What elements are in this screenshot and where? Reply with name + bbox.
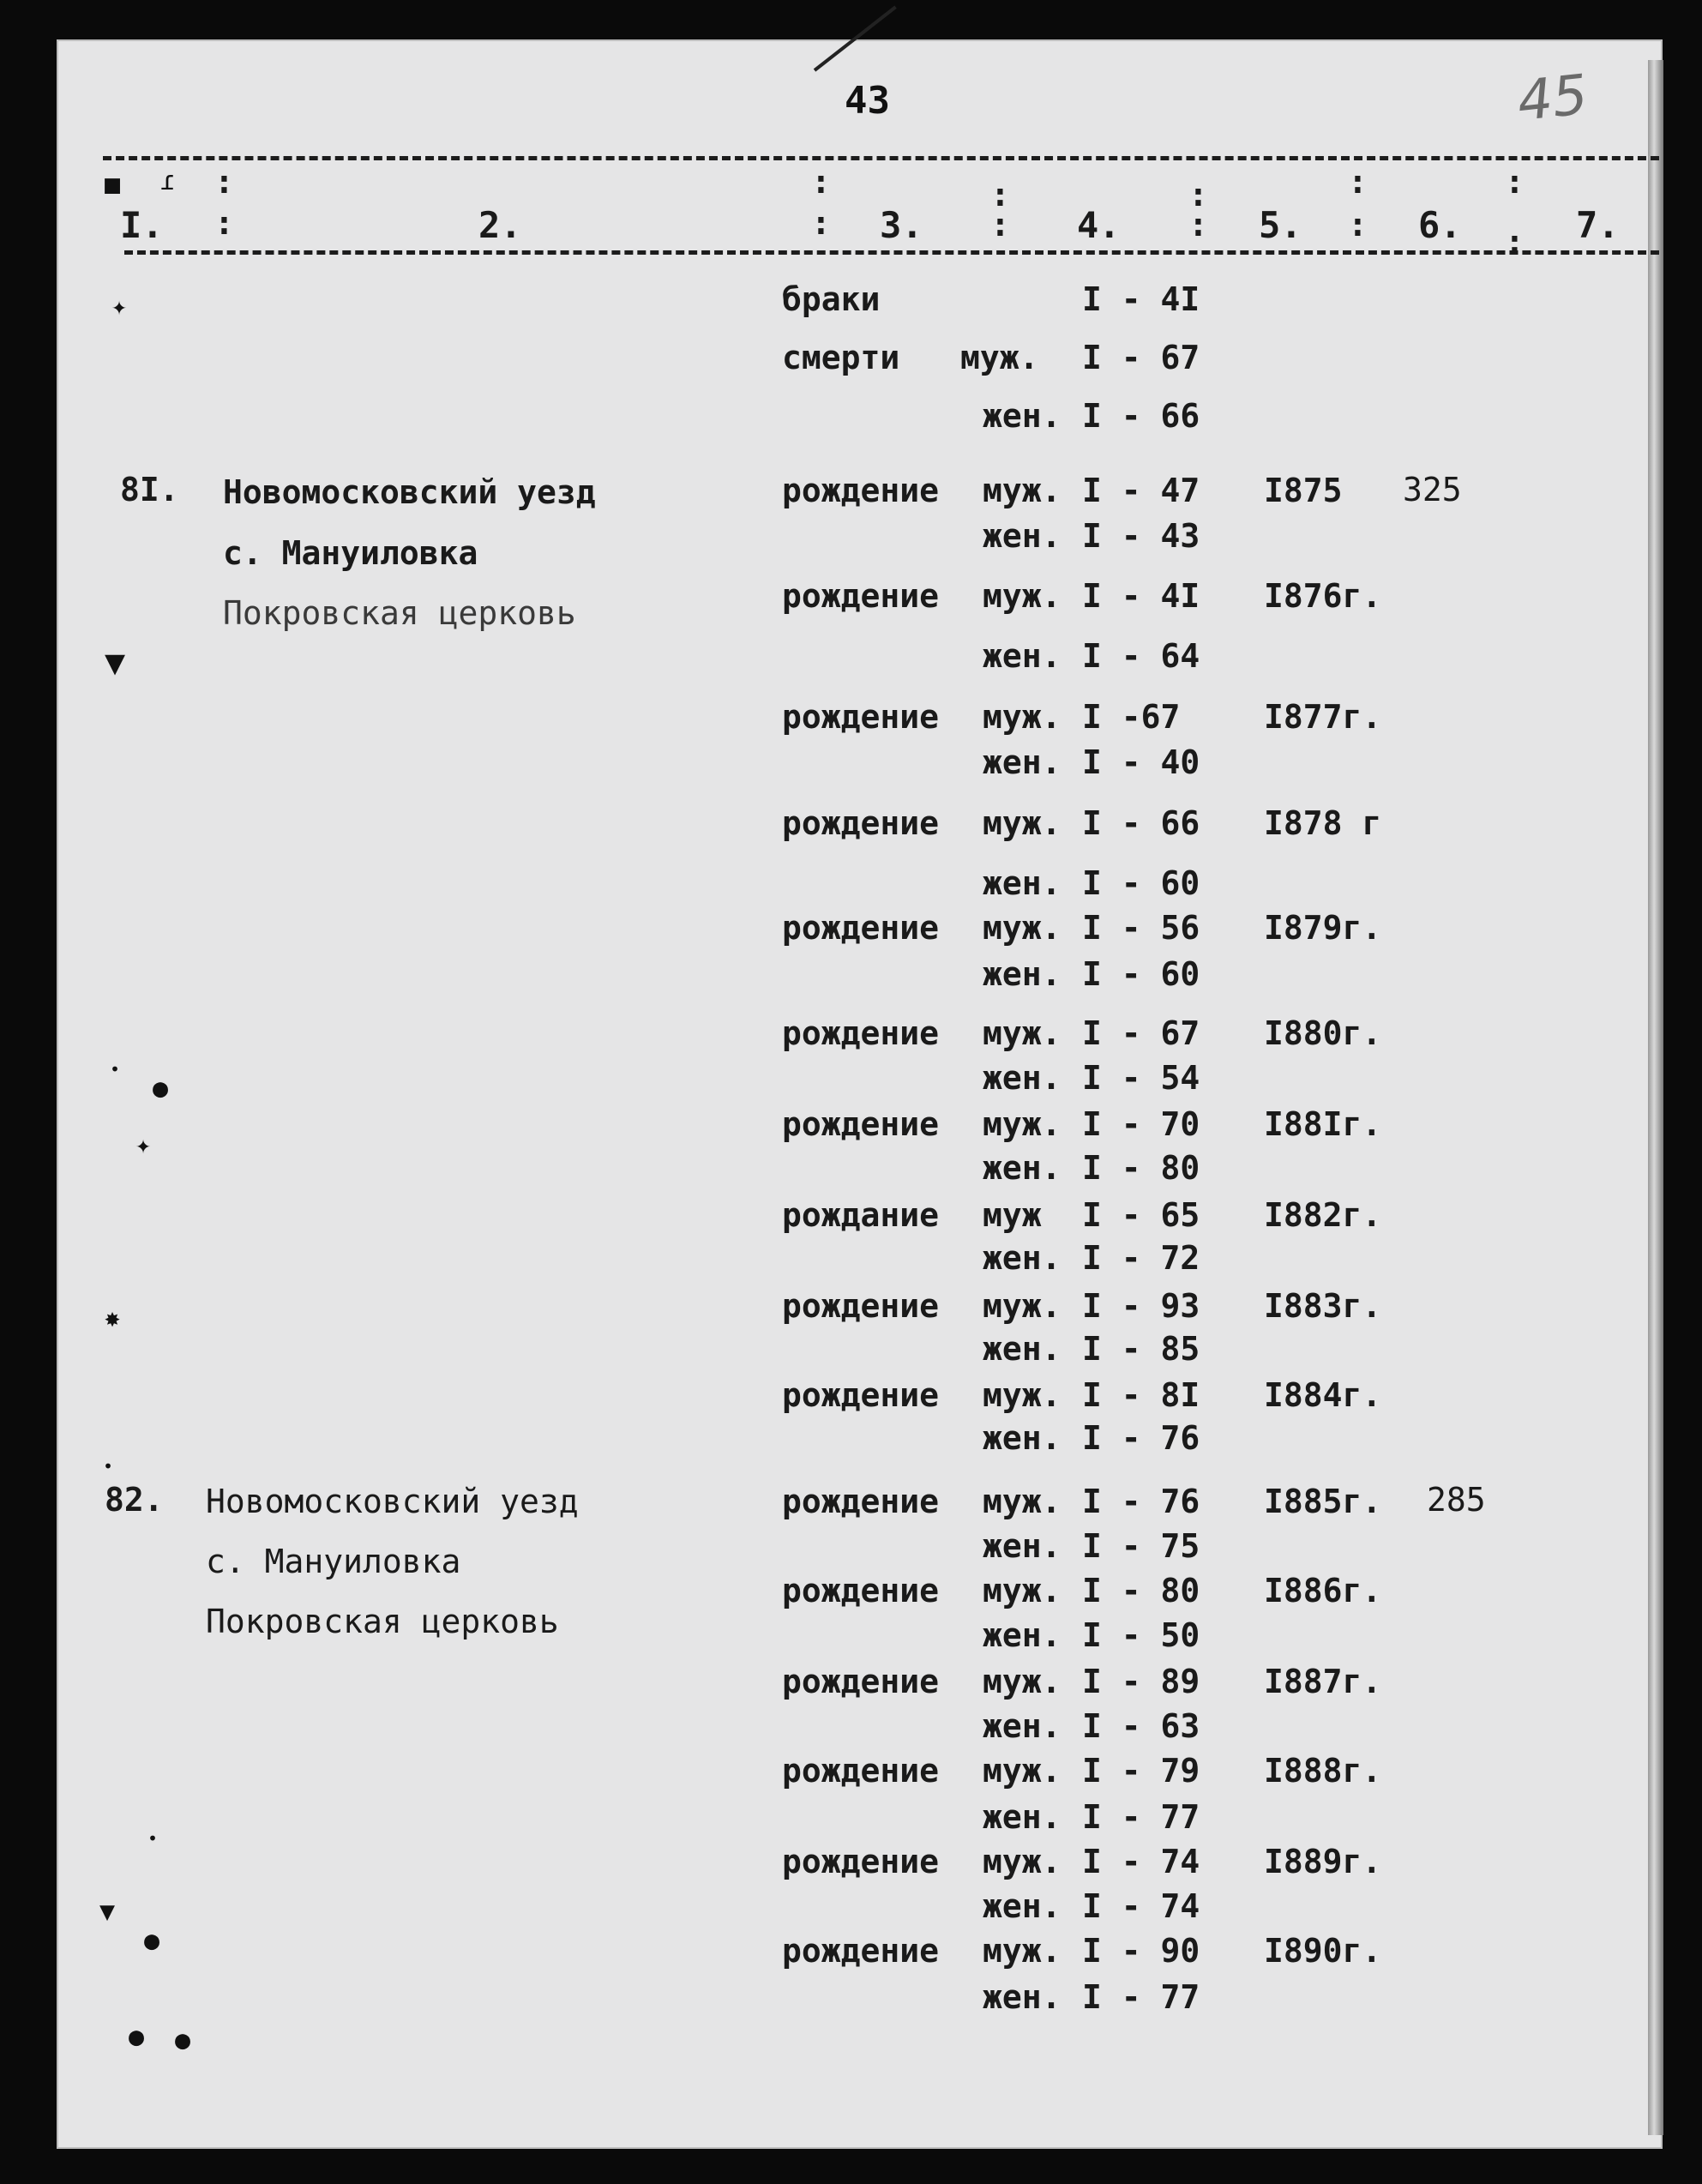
event-type: рождение [782, 909, 940, 947]
column-separator: : [1505, 223, 1525, 261]
sex-label: жен. [983, 397, 1061, 435]
sex-label: жен. [983, 1239, 1061, 1277]
event-type: рождение [782, 804, 940, 842]
sex-label: жен. [983, 1798, 1061, 1836]
record-year: I88Iг. [1264, 1105, 1382, 1143]
record-year: I884г. [1264, 1376, 1382, 1414]
sex-label: жен. [983, 1059, 1061, 1097]
record-count: I - 89 [1082, 1663, 1200, 1700]
entry-number: 82. [105, 1481, 164, 1519]
column-header-4: 4. [1077, 204, 1121, 246]
record-year: I883г. [1264, 1287, 1382, 1325]
event-type: рождение [782, 698, 940, 736]
record-count: I - 90 [1082, 1932, 1200, 1970]
record-count: I - 54 [1082, 1059, 1200, 1097]
event-type: рождение [782, 1752, 940, 1790]
event-type: рождание [782, 1196, 940, 1234]
sex-label: жен. [983, 1616, 1061, 1654]
column-header-2: 2. [478, 204, 522, 246]
sex-label: муж. [983, 1663, 1061, 1700]
stray-mark: ▼ [105, 643, 126, 683]
stray-mark: ▼ [99, 1897, 116, 1927]
record-year: I876г. [1264, 577, 1382, 615]
record-count: I - 80 [1082, 1149, 1200, 1187]
record-count: I - 56 [1082, 909, 1200, 947]
column-separator: : [990, 206, 1010, 244]
record-count: I - 67 [1082, 1014, 1200, 1052]
record-count: I - 76 [1082, 1483, 1200, 1520]
sex-label: муж. [983, 804, 1061, 842]
column-separator: : [1188, 176, 1208, 214]
stray-mark: ● [144, 1926, 160, 1956]
record-year: I878 г [1264, 804, 1382, 842]
event-type: рождение [782, 1932, 940, 1970]
sex-label: муж. [983, 1483, 1061, 1520]
record-count: I - 8I [1082, 1376, 1200, 1414]
entry-district: Новомосковский уезд [206, 1483, 579, 1520]
sex-label: жен. [983, 1330, 1061, 1368]
header-top-rule [103, 156, 1659, 160]
column-separator: : [214, 204, 234, 242]
record-count: I - 79 [1082, 1752, 1200, 1790]
record-count: I - 93 [1082, 1287, 1200, 1325]
record-count: I - 4I [1082, 577, 1200, 615]
column-header-1: I. [120, 204, 164, 246]
sex-label: муж. [983, 698, 1061, 736]
page-edge [1648, 60, 1663, 2135]
record-year: I877г. [1264, 698, 1382, 736]
event-type: рождение [782, 1014, 940, 1052]
record-count: I - 74 [1082, 1887, 1200, 1925]
stray-mark: ● [129, 2022, 145, 2052]
record-count: I - 40 [1082, 743, 1200, 781]
entry-village: с. Мануиловка [223, 534, 478, 572]
header-bottom-rule [124, 250, 1659, 255]
event-type: рождение [782, 1483, 940, 1520]
sex-label: муж. [983, 1014, 1061, 1052]
column-separator: : [990, 176, 1010, 214]
sex-label: муж. [983, 909, 1061, 947]
sex-label: жен. [983, 1149, 1061, 1187]
sex-label: жен. [983, 743, 1061, 781]
sex-label: муж. [983, 1843, 1061, 1880]
record-year: I880г. [1264, 1014, 1382, 1052]
entry-number: 8I. [120, 471, 179, 508]
entry-column-6: 285 [1427, 1481, 1486, 1519]
event-type: рождение [782, 1105, 940, 1143]
record-year: I886г. [1264, 1572, 1382, 1609]
record-count: I - 85 [1082, 1330, 1200, 1368]
record-year: I882г. [1264, 1196, 1382, 1234]
record-count: I - 47 [1082, 472, 1200, 509]
sex-label: муж. [983, 1287, 1061, 1325]
sex-label: жен. [983, 1707, 1061, 1745]
sex-label: жен. [983, 517, 1061, 555]
stray-mark: ɾ [159, 166, 176, 196]
sex-label: муж. [983, 1932, 1061, 1970]
event-type: рождение [782, 1376, 940, 1414]
record-count: I - 70 [1082, 1105, 1200, 1143]
record-count: I - 43 [1082, 517, 1200, 555]
event-type: рождение [782, 1572, 940, 1609]
sex-label: жен. [983, 637, 1061, 675]
stray-mark: ✦ [111, 292, 128, 322]
record-count: I - 65 [1082, 1196, 1200, 1234]
column-header-5: 5. [1259, 204, 1302, 246]
record-count: I - 80 [1082, 1572, 1200, 1609]
entry-church: Покровская церковь [206, 1603, 559, 1640]
stray-mark: ■ [105, 170, 121, 200]
sex-label: муж. [983, 1105, 1061, 1143]
event-type: рождение [782, 1663, 940, 1700]
record-count: I - 77 [1082, 1798, 1200, 1836]
record-count: I - 63 [1082, 1707, 1200, 1745]
column-separator: : [811, 163, 831, 201]
record-count: I - 60 [1082, 955, 1200, 993]
stray-mark: ✦ [135, 1130, 152, 1160]
sex-label: муж. [983, 472, 1061, 509]
record-year: I885г. [1264, 1483, 1382, 1520]
entry-village: с. Мануиловка [206, 1543, 461, 1580]
sex-label: жен. [983, 864, 1061, 902]
record-year: I879г. [1264, 909, 1382, 947]
record-count: I - 64 [1082, 637, 1200, 675]
record-count: I - 60 [1082, 864, 1200, 902]
event-type: смерти [782, 339, 900, 376]
page-number: 43 [845, 79, 890, 123]
entry-church: Покровская церковь [223, 594, 576, 632]
sex-label: муж. [960, 339, 1039, 376]
record-count: I - 67 [1082, 339, 1200, 376]
stray-mark: • [103, 1456, 114, 1477]
stray-mark: • [147, 1828, 159, 1849]
sex-label: муж [983, 1196, 1042, 1234]
stray-mark: ● [175, 2025, 191, 2055]
stray-mark: • [110, 1059, 121, 1080]
column-header-3: 3. [880, 204, 923, 246]
column-header-6: 6. [1418, 204, 1462, 246]
sex-label: муж. [983, 1752, 1061, 1790]
record-count: I - 50 [1082, 1616, 1200, 1654]
entry-district: Новомосковский уезд [223, 473, 596, 511]
record-count: I - 66 [1082, 397, 1200, 435]
entry-column-6: 325 [1403, 471, 1462, 508]
column-separator: : [1348, 163, 1368, 201]
stray-mark: ● [153, 1074, 169, 1104]
record-count: I - 4I [1082, 280, 1200, 318]
column-separator: : [811, 204, 831, 242]
column-separator: : [1348, 206, 1368, 244]
sex-label: жен. [983, 1419, 1061, 1457]
sex-label: муж. [983, 1572, 1061, 1609]
stray-mark: ✸ [105, 1303, 121, 1333]
event-type: рождение [782, 1287, 940, 1325]
record-year: I888г. [1264, 1752, 1382, 1790]
sex-label: муж. [983, 577, 1061, 615]
column-header-7: 7. [1576, 204, 1620, 246]
record-year: I887г. [1264, 1663, 1382, 1700]
record-count: I - 75 [1082, 1527, 1200, 1565]
record-year: I890г. [1264, 1932, 1382, 1970]
column-separator: : [1505, 163, 1525, 201]
event-type: браки [782, 280, 881, 318]
sex-label: муж. [983, 1376, 1061, 1414]
record-count: I -67 [1082, 698, 1181, 736]
record-year: I875 [1264, 472, 1343, 509]
sex-label: жен. [983, 955, 1061, 993]
record-count: I - 66 [1082, 804, 1200, 842]
sex-label: жен. [983, 1527, 1061, 1565]
column-separator: : [214, 163, 234, 201]
event-type: рождение [782, 1843, 940, 1880]
record-count: I - 72 [1082, 1239, 1200, 1277]
event-type: рождение [782, 577, 940, 615]
record-count: I - 77 [1082, 1978, 1200, 2016]
record-year: I889г. [1264, 1843, 1382, 1880]
sex-label: жен. [983, 1978, 1061, 2016]
record-count: I - 74 [1082, 1843, 1200, 1880]
record-count: I - 76 [1082, 1419, 1200, 1457]
event-type: рождение [782, 472, 940, 509]
sex-label: жен. [983, 1887, 1061, 1925]
handwritten-page-number: 45 [1514, 63, 1591, 135]
column-separator: : [1188, 206, 1208, 244]
